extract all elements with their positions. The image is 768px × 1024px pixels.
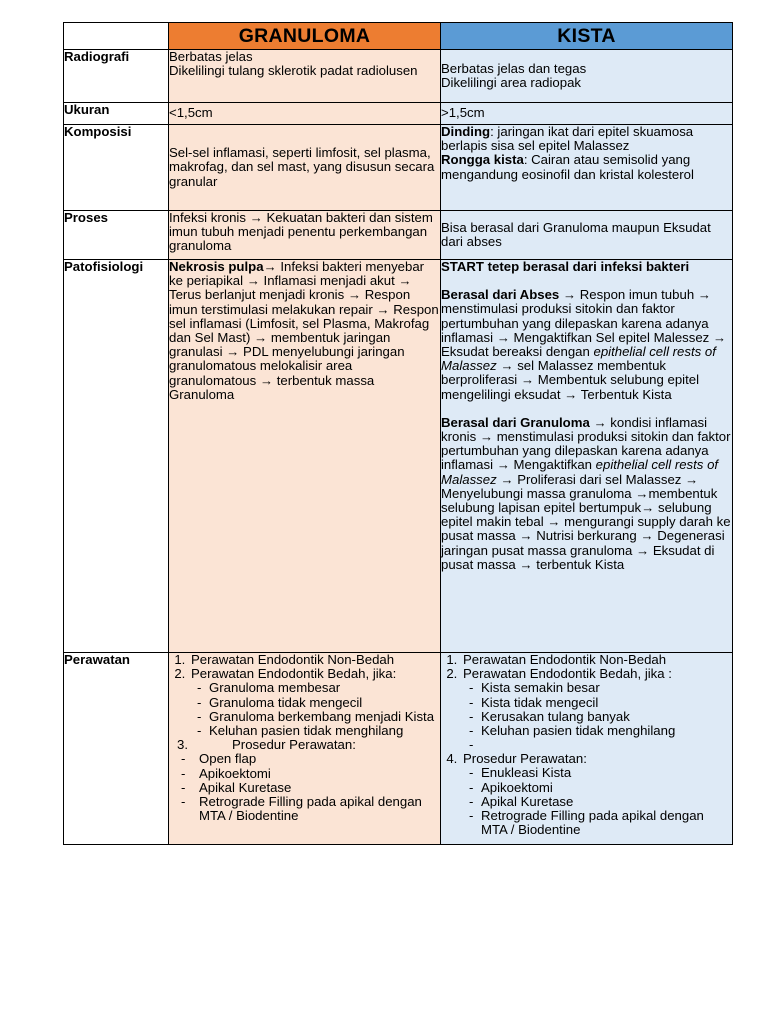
row-label-proses: Proses <box>64 211 169 260</box>
cell-granuloma-ukuran: <1,5cm <box>169 103 441 125</box>
list-item: - Retrograde Filling pada apikal dengan MTA / Biodentine <box>199 795 440 823</box>
kista-procedure-list <box>463 766 732 837</box>
granuloma-treatment-3-number: 3. <box>177 737 188 753</box>
list-item: - Apikoektomi <box>199 767 440 781</box>
cell-granuloma-proses: Infeksi kronis → Kekuatan bakteri dan sistem imun tubuh menjadi penentu perkembangan granuloma <box>169 211 441 260</box>
kista-treatment-1: 1. Perawatan Endodontik Non-Bedah <box>461 653 732 667</box>
kista-treatment-2 <box>461 667 732 752</box>
list-item: - Open flap <box>199 752 440 766</box>
kista-treatment-2-text: Perawatan Endodontik Bedah, jika : <box>463 666 672 682</box>
granuloma-origin-label: Berasal dari Granuloma <box>441 414 590 430</box>
abses-text-1: → Respon imun tubuh → menstimulasi produksi sitokin dan faktor pertumbuhan yang dilepaskan karena adanya inflamasi → Mengaktifkan Sel epitel Malessez → Eksudat bereaksi dengan <box>441 287 727 360</box>
kista-treatment-list <box>441 653 732 837</box>
radiografi-granuloma-line-1: Berbatas jelas <box>169 49 253 64</box>
list-item: - Kista semakin besar <box>481 681 732 695</box>
row-label-perawatan: Perawatan <box>64 653 169 845</box>
abses-italic: epithelial cell rests of Malassez <box>441 344 716 374</box>
granuloma-treatment-1: 1. Perawatan Endodontik Non-Bedah <box>189 653 440 667</box>
cell-kista-patofisiologi <box>441 260 733 653</box>
comparison-table <box>63 22 733 845</box>
list-item: - Enukleasi Kista <box>481 766 732 780</box>
granuloma-surgery-conditions <box>191 681 440 738</box>
row-label-komposisi: Komposisi <box>64 125 169 211</box>
komposisi-dinding <box>441 125 732 153</box>
kista-treatment-4-text: Prosedur Perawatan: <box>463 751 587 767</box>
row-label-patofisiologi: Patofisiologi <box>64 260 169 653</box>
list-item: - Kerusakan tulang banyak <box>481 710 732 724</box>
granuloma-treatment-list <box>169 653 440 738</box>
granuloma-procedure-list <box>169 752 440 823</box>
abses-paragraph <box>441 288 732 402</box>
header-granuloma: GRANULOMA <box>169 23 441 50</box>
cell-granuloma-perawatan <box>169 653 441 845</box>
radiografi-granuloma-line-2: Dikelilingi tulang sklerotik padat radiolusen <box>169 63 418 79</box>
cell-kista-perawatan <box>441 653 733 845</box>
rongga-label: Rongga kista <box>441 152 524 168</box>
list-item: - Granuloma tidak mengecil <box>209 696 440 710</box>
cell-kista-proses: Bisa berasal dari Granuloma maupun Eksudat dari abses <box>441 211 733 260</box>
row-perawatan <box>64 653 733 845</box>
list-item: - Keluhan pasien tidak menghilang <box>481 724 732 738</box>
patofisiologi-granuloma-text: → Infeksi bakteri menyebar ke periapikal → Inflamasi menjadi akut → Terus berlanjut menjadi kronis → Respon imun terstimulasi melakukan repair → Respon sel inflamasi (Limfosit, sel Plasma, Makrofag dan Sel Mast) → membentuk jaringan granulasi → PDL menyelubungi jaringan granulomatous melokalisir area granulomatous → terbentuk massa Granuloma <box>169 259 439 402</box>
row-label-radiografi: Radiografi <box>64 50 169 103</box>
list-item: - Granuloma membesar <box>209 681 440 695</box>
list-item: - Apikal Kuretase <box>481 795 732 809</box>
cell-kista-komposisi <box>441 125 733 211</box>
row-patofisiologi <box>64 260 733 653</box>
row-proses <box>64 211 733 260</box>
granuloma-treatment-3-text: Prosedur Perawatan: <box>232 737 356 753</box>
list-item: - Retrograde Filling pada apikal dengan MTA / Biodentine <box>481 809 732 837</box>
list-item: - Granuloma berkembang menjadi Kista <box>209 710 440 724</box>
row-label-ukuran: Ukuran <box>64 103 169 125</box>
radiografi-kista-line-2: Dikelilingi area radiopak <box>441 75 582 90</box>
list-item: - Apikoektomi <box>481 781 732 795</box>
cell-granuloma-radiografi <box>169 50 441 103</box>
granuloma-origin-italic: epithelial cell rests of Malassez <box>441 457 719 487</box>
abses-text-2: → sel Malassez membentuk berproliferasi → Membentuk selubung epitel mengelilingi eksudat → Terbentuk Kista <box>441 358 700 402</box>
cell-kista-radiografi <box>441 50 733 103</box>
granuloma-origin-text-1: → kondisi inflamasi kronis → menstimulasi produksi sitokin dan faktor pertumbuhan yang dilepaskan karena adanya inflamasi → Mengaktifkan <box>441 414 731 473</box>
dinding-text: : jaringan ikat dari epitel skuamosa berlapis sisa sel epitel Malassez <box>441 124 694 154</box>
cell-granuloma-patofisiologi <box>169 260 441 653</box>
list-item: - Apikal Kuretase <box>199 781 440 795</box>
list-item: - Kista tidak mengecil <box>481 696 732 710</box>
header-kista: KISTA <box>441 23 733 50</box>
row-radiografi <box>64 50 733 103</box>
empty-list-item <box>481 738 732 752</box>
kista-treatment-4 <box>461 752 732 837</box>
nekrosis-pulpa-label: Nekrosis pulpa <box>169 259 264 274</box>
granuloma-origin-text-2: → Proliferasi dari sel Malassez → Menyelubungi massa granuloma →membentuk selubung lapisan epitel bertumpuk→ selubung epitel makin tebal → mengurangi supply darah ke pusat massa → Nutrisi berkurang → Degenerasi jaringan pusat massa granuloma → Eksudat di pusat massa → terbentuk Kista <box>441 471 731 572</box>
abses-label: Berasal dari Abses <box>441 287 560 303</box>
kista-surgery-conditions <box>463 681 732 752</box>
cell-granuloma-komposisi: Sel-sel inflamasi, seperti limfosit, sel plasma, makrofag, dan sel mast, yang disusun secara granular <box>169 125 441 211</box>
cell-kista-ukuran: >1,5cm <box>441 103 733 125</box>
radiografi-kista-line-1: Berbatas jelas dan tegas <box>441 60 587 76</box>
list-item: - Keluhan pasien tidak menghilang <box>209 724 440 738</box>
dinding-label: Dinding <box>441 124 491 139</box>
row-komposisi <box>64 125 733 211</box>
granuloma-origin-paragraph <box>441 416 732 572</box>
rongga-text: : Cairan atau semisolid yang mengandung eosinofil dan kristal kolesterol <box>441 152 694 182</box>
header-blank-cell <box>64 23 169 50</box>
row-ukuran <box>64 103 733 125</box>
komposisi-rongga <box>441 153 732 181</box>
granuloma-treatment-2 <box>189 667 440 738</box>
granuloma-treatment-3 <box>169 738 440 752</box>
granuloma-treatment-2-text: Perawatan Endodontik Bedah, jika: <box>191 666 397 682</box>
header-row <box>64 23 733 50</box>
start-note: START tetep berasal dari infeksi bakteri <box>441 259 690 274</box>
